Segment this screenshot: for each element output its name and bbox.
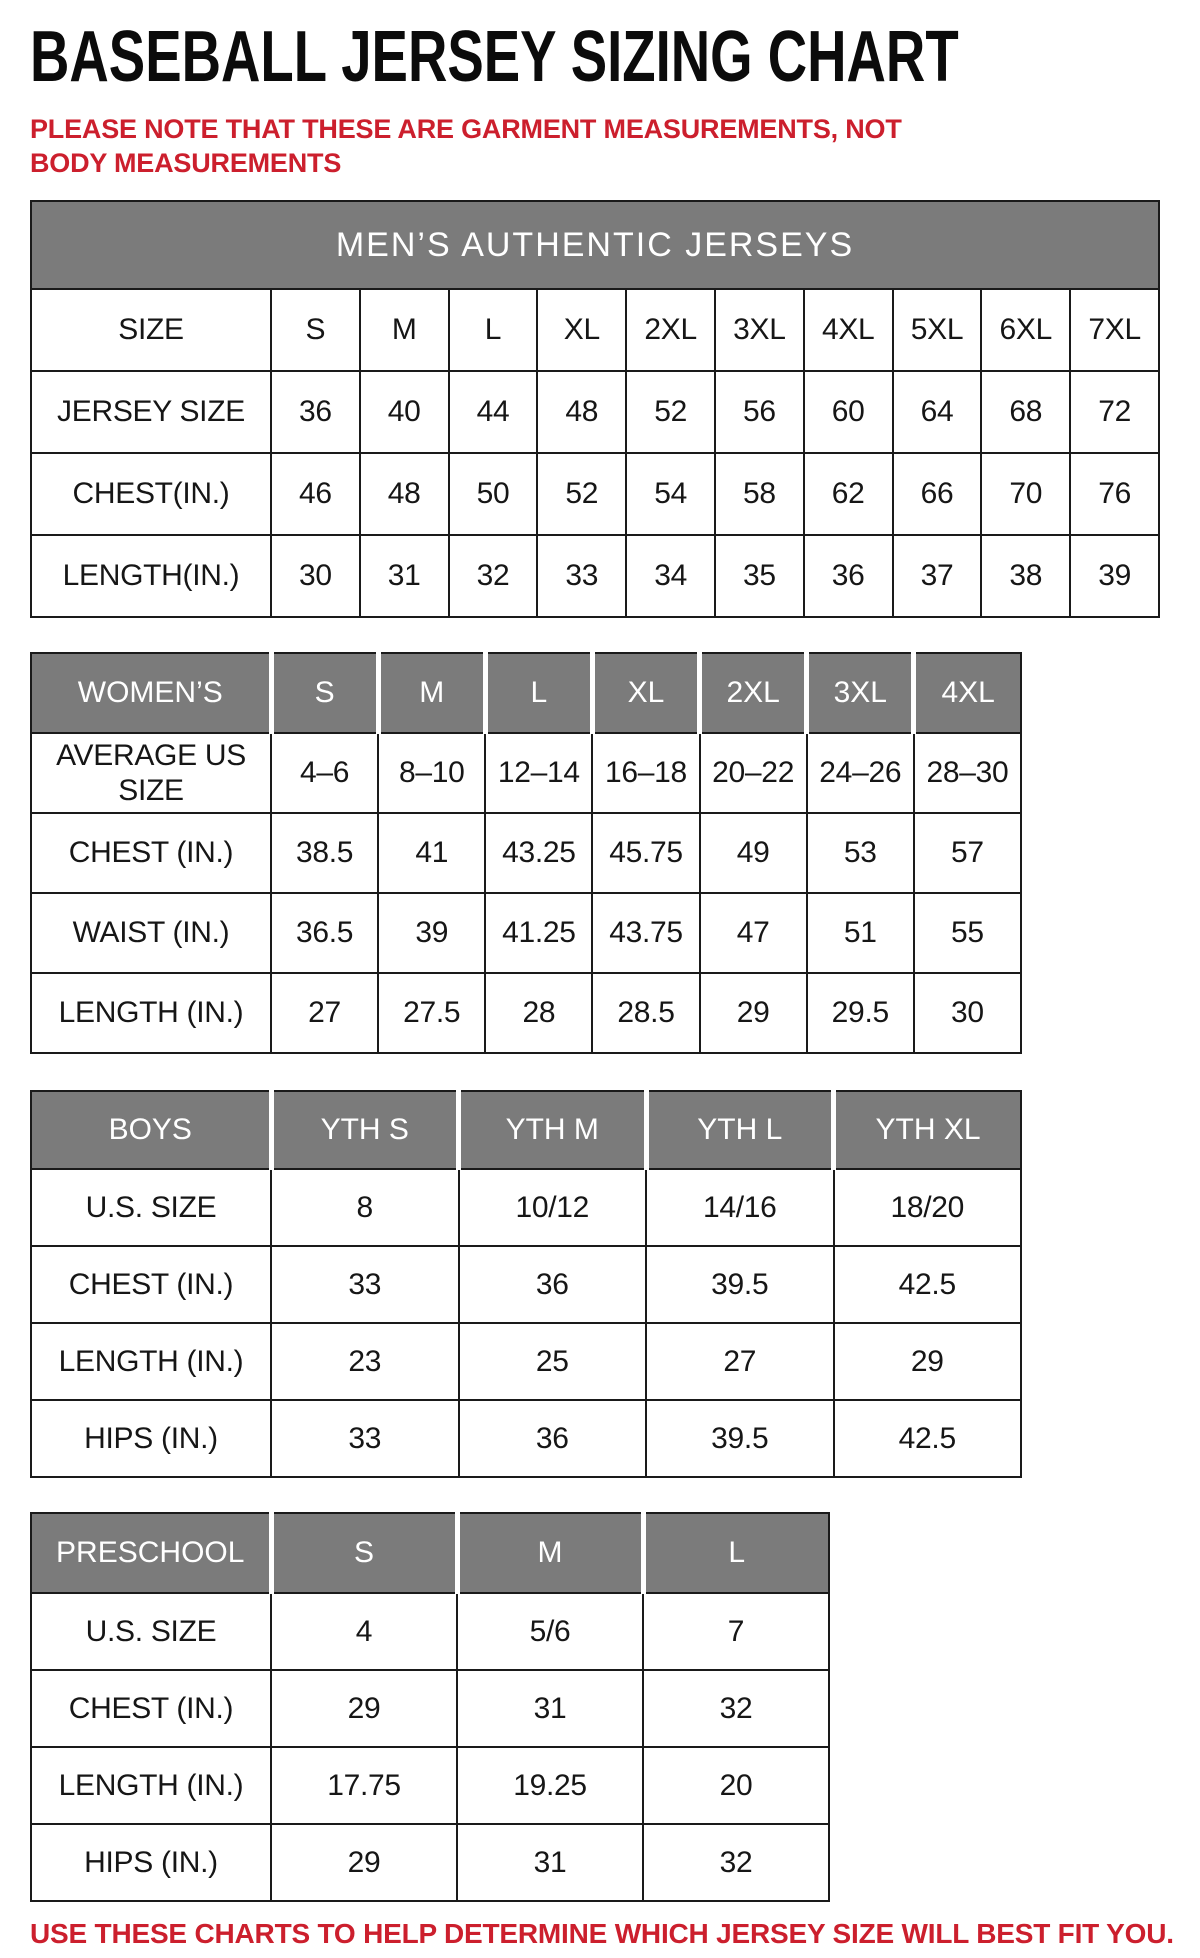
preschool-header-row (31, 1513, 829, 1593)
value-cell: 48 (360, 453, 449, 535)
header-cell: S (271, 653, 378, 733)
value-cell: 33 (271, 1246, 459, 1323)
row-label: CHEST(IN.) (31, 453, 271, 535)
value-cell: 45.75 (592, 813, 699, 893)
table-row (31, 1323, 1021, 1400)
table-row (31, 1169, 1021, 1246)
header-cell: 4XL (914, 653, 1021, 733)
row-label: WAIST (IN.) (31, 893, 271, 973)
value-cell: 2XL (626, 289, 715, 371)
value-cell: 42.5 (834, 1246, 1022, 1323)
value-cell: 28 (485, 973, 592, 1053)
table-row (31, 1400, 1021, 1477)
value-cell: 43.75 (592, 893, 699, 973)
value-cell: 57 (914, 813, 1021, 893)
value-cell: 36 (459, 1400, 647, 1477)
value-cell: 76 (1070, 453, 1159, 535)
row-label: CHEST (IN.) (31, 1670, 271, 1747)
header-cell: S (271, 1513, 457, 1593)
value-cell: 4–6 (271, 733, 378, 813)
value-cell: 32 (643, 1824, 829, 1901)
womens-table (30, 652, 1022, 1054)
value-cell: S (271, 289, 360, 371)
value-cell: 53 (807, 813, 914, 893)
table-row (31, 535, 1159, 617)
value-cell: 12–14 (485, 733, 592, 813)
row-label: LENGTH(IN.) (31, 535, 271, 617)
boys-header-label: BOYS (31, 1091, 271, 1169)
value-cell: 41 (378, 813, 485, 893)
value-cell: 5/6 (457, 1593, 643, 1670)
value-cell: 36 (804, 535, 893, 617)
value-cell: 46 (271, 453, 360, 535)
value-cell: 29 (271, 1670, 457, 1747)
value-cell: 38.5 (271, 813, 378, 893)
value-cell: 28–30 (914, 733, 1021, 813)
garment-note: PLEASE NOTE THAT THESE ARE GARMENT MEASUREMENTS, NOT BODY MEASUREMENTS (30, 114, 902, 179)
value-cell: 29 (700, 973, 807, 1053)
preschool-header-label: PRESCHOOL (31, 1513, 271, 1593)
table-row (31, 973, 1021, 1053)
table-row (31, 893, 1021, 973)
value-cell: 64 (893, 371, 982, 453)
row-label: JERSEY SIZE (31, 371, 271, 453)
value-cell: 31 (360, 535, 449, 617)
value-cell: 62 (804, 453, 893, 535)
value-cell: 16–18 (592, 733, 699, 813)
value-cell: 39.5 (646, 1400, 834, 1477)
table-row (31, 1747, 829, 1824)
row-label: SIZE (31, 289, 271, 371)
value-cell: 24–26 (807, 733, 914, 813)
value-cell: 6XL (981, 289, 1070, 371)
row-label: HIPS (IN.) (31, 1824, 271, 1901)
value-cell: 10/12 (459, 1169, 647, 1246)
value-cell: 7 (643, 1593, 829, 1670)
value-cell: 52 (537, 453, 626, 535)
value-cell: 39.5 (646, 1246, 834, 1323)
value-cell: 34 (626, 535, 715, 617)
value-cell: 39 (1070, 535, 1159, 617)
boys-header-row (31, 1091, 1021, 1169)
value-cell: 70 (981, 453, 1070, 535)
value-cell: 7XL (1070, 289, 1159, 371)
value-cell: 29.5 (807, 973, 914, 1053)
value-cell: 23 (271, 1323, 459, 1400)
value-cell: 19.25 (457, 1747, 643, 1824)
value-cell: 56 (715, 371, 804, 453)
value-cell: 8 (271, 1169, 459, 1246)
header-cell: 2XL (700, 653, 807, 733)
value-cell: 52 (626, 371, 715, 453)
value-cell: 48 (537, 371, 626, 453)
value-cell: 18/20 (834, 1169, 1022, 1246)
value-cell: 41.25 (485, 893, 592, 973)
value-cell: 49 (700, 813, 807, 893)
value-cell: 29 (834, 1323, 1022, 1400)
value-cell: 50 (449, 453, 538, 535)
table-row (31, 733, 1021, 813)
value-cell: 44 (449, 371, 538, 453)
row-label: AVERAGE US SIZE (31, 733, 271, 813)
value-cell: 20 (643, 1747, 829, 1824)
value-cell: 31 (457, 1670, 643, 1747)
value-cell: 29 (271, 1824, 457, 1901)
value-cell: 38 (981, 535, 1070, 617)
header-cell: YTH M (459, 1091, 647, 1169)
value-cell: 8–10 (378, 733, 485, 813)
value-cell: 3XL (715, 289, 804, 371)
value-cell: 27 (271, 973, 378, 1053)
value-cell: 30 (271, 535, 360, 617)
row-label: U.S. SIZE (31, 1169, 271, 1246)
value-cell: 4XL (804, 289, 893, 371)
header-cell: YTH XL (834, 1091, 1022, 1169)
value-cell: 33 (537, 535, 626, 617)
value-cell: 4 (271, 1593, 457, 1670)
value-cell: 32 (643, 1670, 829, 1747)
womens-header-label: WOMEN’S (31, 653, 271, 733)
table-row (31, 289, 1159, 371)
table-row (31, 1824, 829, 1901)
row-label: LENGTH (IN.) (31, 1323, 271, 1400)
value-cell: 33 (271, 1400, 459, 1477)
value-cell: 36 (271, 371, 360, 453)
header-cell: XL (592, 653, 699, 733)
mens-table-title: MEN’S AUTHENTIC JERSEYS (31, 201, 1159, 289)
value-cell: 28.5 (592, 973, 699, 1053)
table-row (31, 1670, 829, 1747)
value-cell: 39 (378, 893, 485, 973)
value-cell: 55 (914, 893, 1021, 973)
value-cell: 35 (715, 535, 804, 617)
value-cell: 40 (360, 371, 449, 453)
header-cell: 3XL (807, 653, 914, 733)
value-cell: M (360, 289, 449, 371)
value-cell: 42.5 (834, 1400, 1022, 1477)
value-cell: 30 (914, 973, 1021, 1053)
value-cell: L (449, 289, 538, 371)
womens-header-row (31, 653, 1021, 733)
header-cell: L (485, 653, 592, 733)
row-label: LENGTH (IN.) (31, 973, 271, 1053)
value-cell: 72 (1070, 371, 1159, 453)
value-cell: XL (537, 289, 626, 371)
table-row (31, 1246, 1021, 1323)
value-cell: 54 (626, 453, 715, 535)
row-label: HIPS (IN.) (31, 1400, 271, 1477)
row-label: CHEST (IN.) (31, 813, 271, 893)
size-tables-container (30, 200, 1170, 1902)
value-cell: 31 (457, 1824, 643, 1901)
table-row (31, 1593, 829, 1670)
boys-table (30, 1090, 1022, 1478)
value-cell: 36.5 (271, 893, 378, 973)
mens-title-row (31, 201, 1159, 289)
value-cell: 27 (646, 1323, 834, 1400)
value-cell: 58 (715, 453, 804, 535)
value-cell: 27.5 (378, 973, 485, 1053)
value-cell: 14/16 (646, 1169, 834, 1246)
value-cell: 47 (700, 893, 807, 973)
table-row (31, 813, 1021, 893)
value-cell: 20–22 (700, 733, 807, 813)
value-cell: 36 (459, 1246, 647, 1323)
footer-note: USE THESE CHARTS TO HELP DETERMINE WHICH JERSEY SIZE WILL BEST FIT YOU. (30, 1918, 1174, 1950)
header-cell: YTH S (271, 1091, 459, 1169)
value-cell: 17.75 (271, 1747, 457, 1824)
value-cell: 68 (981, 371, 1070, 453)
header-cell: M (378, 653, 485, 733)
value-cell: 43.25 (485, 813, 592, 893)
value-cell: 25 (459, 1323, 647, 1400)
row-label: CHEST (IN.) (31, 1246, 271, 1323)
table-row (31, 371, 1159, 453)
page-title (30, 16, 1170, 98)
row-label: LENGTH (IN.) (31, 1747, 271, 1824)
value-cell: 5XL (893, 289, 982, 371)
header-cell: L (643, 1513, 829, 1593)
header-cell: YTH L (646, 1091, 834, 1169)
value-cell: 66 (893, 453, 982, 535)
page-title-text: BASEBALL JERSEY SIZING CHART (30, 17, 959, 98)
value-cell: 51 (807, 893, 914, 973)
row-label: U.S. SIZE (31, 1593, 271, 1670)
mens-table (30, 200, 1160, 618)
value-cell: 37 (893, 535, 982, 617)
sizing-chart-page (0, 16, 1200, 1950)
header-cell: M (457, 1513, 643, 1593)
preschool-table (30, 1512, 830, 1902)
value-cell: 32 (449, 535, 538, 617)
table-row (31, 453, 1159, 535)
value-cell: 60 (804, 371, 893, 453)
